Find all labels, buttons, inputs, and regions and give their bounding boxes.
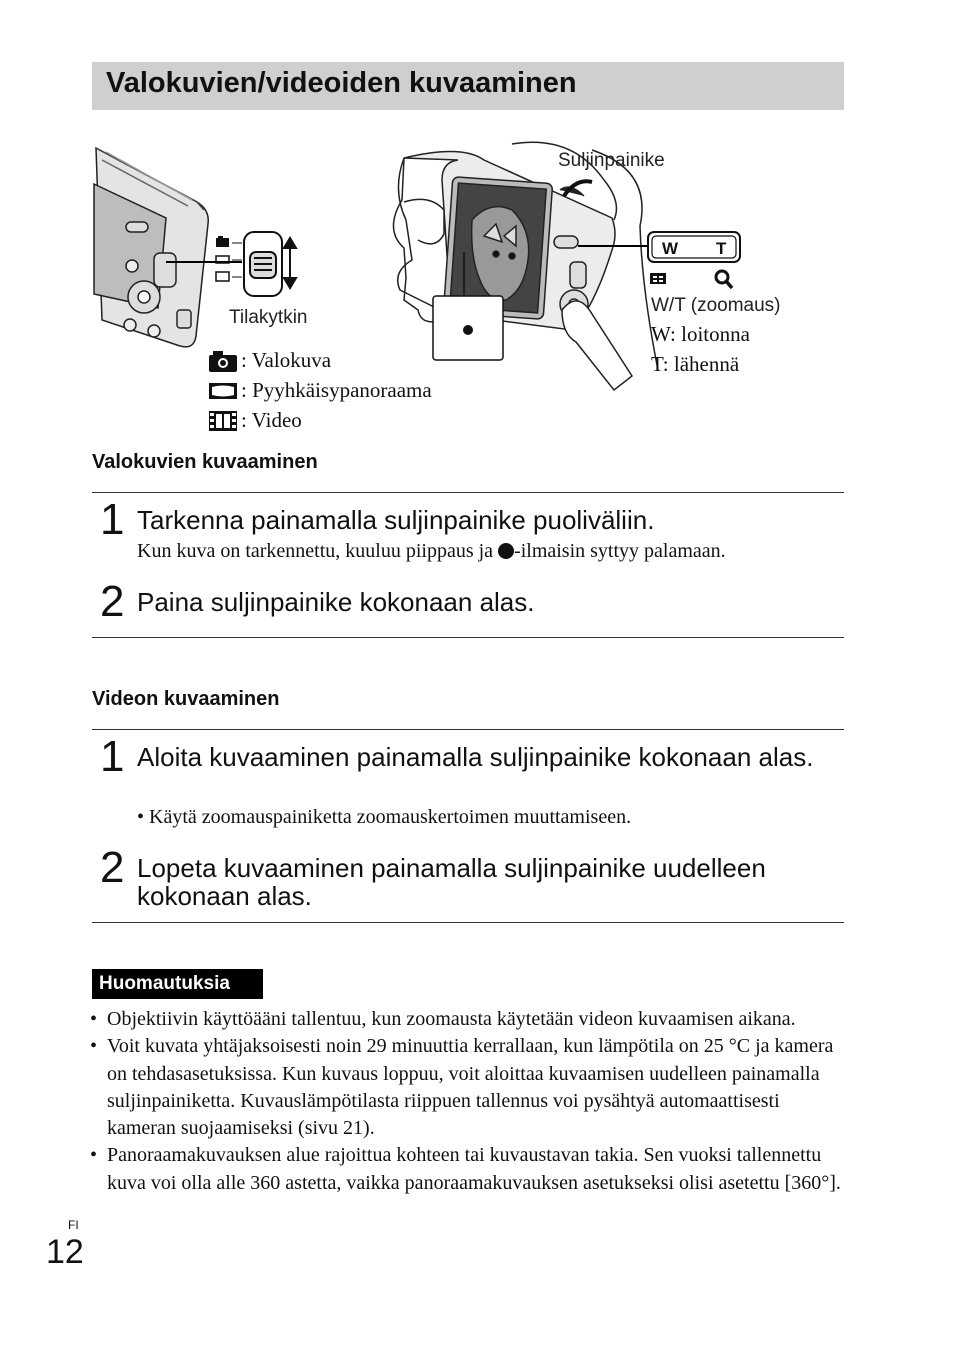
video-step-1-number: 1 <box>100 732 125 781</box>
zoom-w-text: W <box>662 239 679 258</box>
mode-switch-label: Tilakytkin <box>229 307 308 328</box>
divider <box>92 922 844 923</box>
zoom-w-description: W: loitonna <box>651 322 750 346</box>
camera-icon <box>208 350 238 372</box>
divider <box>92 492 844 493</box>
photo-step-2-number: 2 <box>100 577 125 626</box>
mode-switch-icon <box>244 232 296 296</box>
zoom-label: W/T (zoomaus) <box>651 295 781 316</box>
page-title: Valokuvien/videoiden kuvaaminen <box>106 67 577 99</box>
note-item: • Panoraamakuvauksen alue rajoittua kohteen tai kuvaustavan takia. Sen vuoksi tallennettu kuva voi olla alle 360 astetta, vaikka panoraamakuvauksen asetukseksi olisi asetettu [360°]. <box>88 1142 844 1197</box>
mode-video-text: : Video <box>241 408 302 432</box>
mode-row-video <box>208 408 302 433</box>
notes-heading-badge <box>92 969 263 999</box>
photo-step-1-detail-a: Kun kuva on tarkennettu, kuuluu piippaus ja <box>137 540 499 562</box>
mode-row-photo <box>208 348 331 373</box>
title-bar <box>92 62 844 110</box>
video-step-2-number: 2 <box>100 843 125 892</box>
mini-mode-icons <box>216 236 242 281</box>
zoom-t-description: T: lähennä <box>651 352 740 376</box>
note-item: • Voit kuvata yhtäjaksoisesti noin 29 minuuttia kerrallaan, kun lämpötila on 25 °C ja kamera on tehdasasetuksissa. Kun kuvaus loppuu, voit aloittaa kuvaamisen uudelleen painamalla suljinpainiketta. Kuvauslämpötilasta riippuen tallennus voi pysähtyä automaattisesti kameran suojaamiseksi (sivu 21). <box>88 1033 844 1142</box>
shutter-button-label: Suljinpainike <box>558 150 665 171</box>
magnifier-icon <box>716 271 732 288</box>
photo-section-heading: Valokuvien kuvaaminen <box>92 451 318 473</box>
photo-step-2-text: Paina suljinpainike kokonaan alas. <box>137 587 535 617</box>
divider <box>92 729 844 730</box>
photo-step-1-detail <box>137 539 847 563</box>
photo-step-1-text: Tarkenna painamalla suljinpainike puoliväliin. <box>137 505 655 535</box>
video-step-1-text: Aloita kuvaaminen painamalla suljinpainike kokonaan alas. <box>137 742 814 772</box>
photo-step-1-detail-b: -ilmaisin syttyy palamaan. <box>514 540 726 562</box>
page-number: 12 <box>46 1233 84 1271</box>
video-step-1-bullet: • Käytä zoomauspainiketta zoomauskertoimen muuttamiseen. <box>137 806 632 828</box>
wide-grid-icon <box>650 273 666 284</box>
camera-side-view <box>94 148 208 347</box>
photo-step-1-number: 1 <box>100 495 125 544</box>
video-section-heading: Videon kuvaaminen <box>92 688 280 710</box>
zoom-t-text: T <box>716 239 727 258</box>
page-language: FI <box>68 1218 79 1232</box>
divider <box>92 637 844 638</box>
notes-heading: Huomautuksia <box>99 973 230 994</box>
zoom-lever-icon <box>648 232 740 262</box>
mode-photo-text: : Valokuva <box>241 348 332 372</box>
mode-panorama-text: : Pyyhkäisypanoraama <box>241 378 432 402</box>
focus-dot-icon <box>498 543 514 559</box>
film-icon <box>208 410 238 432</box>
video-step-2-text: Lopeta kuvaaminen painamalla suljinpainike uudelleen kokonaan alas. <box>137 853 766 911</box>
note-item: • Objektiivin käyttöääni tallentuu, kun zoomausta käytetään videon kuvaamisen aikana. <box>88 1006 844 1033</box>
mode-row-panorama <box>208 378 432 403</box>
notes-list <box>88 1006 844 1197</box>
panorama-icon <box>208 380 238 402</box>
